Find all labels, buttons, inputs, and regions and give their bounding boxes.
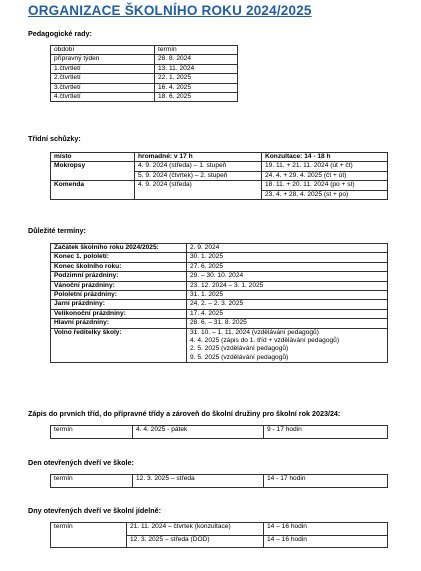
cell: Konec 1. pololetí: — [51, 253, 187, 262]
table-row — [51, 181, 388, 190]
cell: 31. 1. 2025 — [187, 291, 388, 300]
cell: 16. 4. 2025 — [155, 83, 238, 92]
cell: 5. 9. 2024 (čtvrtek) – 2. stupeň — [135, 171, 262, 180]
cell: 9 - 17 hodin — [264, 426, 388, 439]
cell: 4. 9. 2024 (středa) — [135, 181, 262, 200]
column-header: období — [51, 46, 155, 55]
cell: 24. 4. + 29. 4. 2025 (čt + út) — [262, 171, 388, 180]
pedagogicke-rady-table — [50, 45, 238, 102]
cell: termín — [51, 523, 127, 548]
table-row — [51, 319, 388, 328]
column-header: Konzultace: 14 - 18 h — [262, 153, 388, 162]
cell: termín — [51, 475, 133, 488]
table-row — [51, 244, 388, 253]
cell: termín — [51, 426, 133, 439]
cell: Vánoční prázdniny: — [51, 281, 187, 290]
table-row — [51, 253, 388, 262]
page-title: ORGANIZACE ŠKOLNÍHO ROKU 2024/2025 — [28, 3, 312, 18]
cell: 12. 3. 2025 – středa — [133, 475, 264, 488]
cell: Začátek školního roku 2024/2025: — [51, 244, 187, 253]
table-row — [51, 74, 238, 83]
volno-line: 4. 4. 2025 (zápis do 1. tříd + vzdělávání pedagogů) — [190, 337, 340, 345]
table-row — [51, 523, 388, 536]
cell: 30. 1. 2025 — [187, 253, 388, 262]
cell: Podzimní prázdniny: — [51, 272, 187, 281]
column-header: termín — [155, 46, 238, 55]
section-heading-dulezite-terminy: Důležité termíny: — [28, 226, 86, 235]
volno-line: 31. 10. – 1. 11. 2024 (vzdělávání pedagogů) — [190, 328, 319, 336]
cell: 28. 6. – 31. 8. 2025 — [187, 319, 388, 328]
table-row — [51, 272, 388, 281]
zapis-table — [50, 425, 388, 439]
cell: 21. 11. 2024 – čtvrtek (konzultace) — [127, 523, 264, 536]
column-header: místo — [51, 153, 135, 162]
table-header-row — [51, 46, 238, 55]
cell: 1.čtvrtletí — [51, 64, 155, 73]
cell: Hlavní prázdniny: — [51, 319, 187, 328]
cell: Komenda — [51, 181, 135, 200]
cell: 23. 12. 2024 – 3. 1. 2025 — [187, 281, 388, 290]
cell: Volno ředitelky školy: — [51, 328, 187, 363]
table-row — [51, 328, 388, 363]
cell: 14 – 16 hodin — [264, 523, 388, 536]
cell: Konec školního roku: — [51, 262, 187, 271]
cell: 22. 1. 2025 — [155, 74, 238, 83]
tridni-schuzky-table — [50, 152, 388, 200]
column-header: hromadné: v 17 h — [135, 153, 262, 162]
cell: 17. 4. 2025 — [187, 309, 388, 318]
table-row — [51, 300, 388, 309]
table-row — [51, 426, 388, 439]
table-row — [51, 475, 388, 488]
cell: Jarní prázdniny: — [51, 300, 187, 309]
cell: 28. 8. 2024 — [155, 55, 238, 64]
table-row — [51, 93, 238, 102]
cell: 3.čtvrtletí — [51, 83, 155, 92]
cell: 13. 11. 2024 — [155, 64, 238, 73]
cell: 4. 9. 2024 (středa) – 1. stupeň — [135, 162, 262, 171]
dod-skola-table — [50, 474, 388, 488]
table-row — [51, 262, 388, 271]
table-header-row — [51, 153, 388, 162]
section-heading-dod-jidelna: Dny otevřených dveří ve školní jídelně: — [28, 506, 162, 515]
cell: 12. 3. 2025 – středa (DOD) — [127, 535, 264, 548]
table-row — [51, 291, 388, 300]
section-heading-pedagogicke-rady: Pedagogické rady: — [28, 29, 92, 38]
cell: 29. – 30. 10. 2024 — [187, 272, 388, 281]
table-row — [51, 309, 388, 318]
table-row — [51, 162, 388, 171]
cell: 24. 2. – 2. 3. 2025 — [187, 300, 388, 309]
cell: Mokropsy — [51, 162, 135, 181]
cell: 14 - 17 hodin — [264, 475, 388, 488]
table-row — [51, 55, 238, 64]
cell: 14 – 16 hodin — [264, 535, 388, 548]
cell: přípravný týden — [51, 55, 155, 64]
cell: 2.čtvrtletí — [51, 74, 155, 83]
cell: 2. 9. 2024 — [187, 244, 388, 253]
cell: Pololetní prázdniny: — [51, 291, 187, 300]
cell: 19. 11. + 21. 11. 2024 (út + čt) — [262, 162, 388, 171]
cell: 27. 6. 2025 — [187, 262, 388, 271]
table-row — [51, 64, 238, 73]
volno-line: 2. 5. 2025 (vzdělávání pedagogů) — [190, 345, 289, 353]
table-row — [51, 83, 238, 92]
table-row — [51, 281, 388, 290]
section-heading-tridni-schuzky: Třídní schůzky: — [28, 134, 81, 143]
cell: Velikonoční prázdniny: — [51, 309, 187, 318]
dulezite-terminy-table — [50, 243, 388, 363]
dod-jidelna-table — [50, 522, 388, 548]
cell: 18. 6. 2025 — [155, 93, 238, 102]
cell: 4.čtvrtletí — [51, 93, 155, 102]
section-heading-dod-skola: Den otevřených dveří ve škole: — [28, 458, 134, 467]
volno-line: 9. 5. 2025 (vzdělávání pedagogů) — [190, 353, 289, 361]
section-heading-zapis: Zápis do prvních tříd, do přípravné třídy a zároveň do školní družiny pro školní rok 2023/24: — [28, 409, 341, 418]
cell: 23. 4. + 28. 4. 2025 (st + po) — [262, 190, 388, 199]
cell: 18. 11. + 20. 11. 2024 (po + st) — [262, 181, 388, 190]
cell: 4. 4. 2025 - pátek — [133, 426, 264, 439]
cell — [187, 328, 388, 363]
